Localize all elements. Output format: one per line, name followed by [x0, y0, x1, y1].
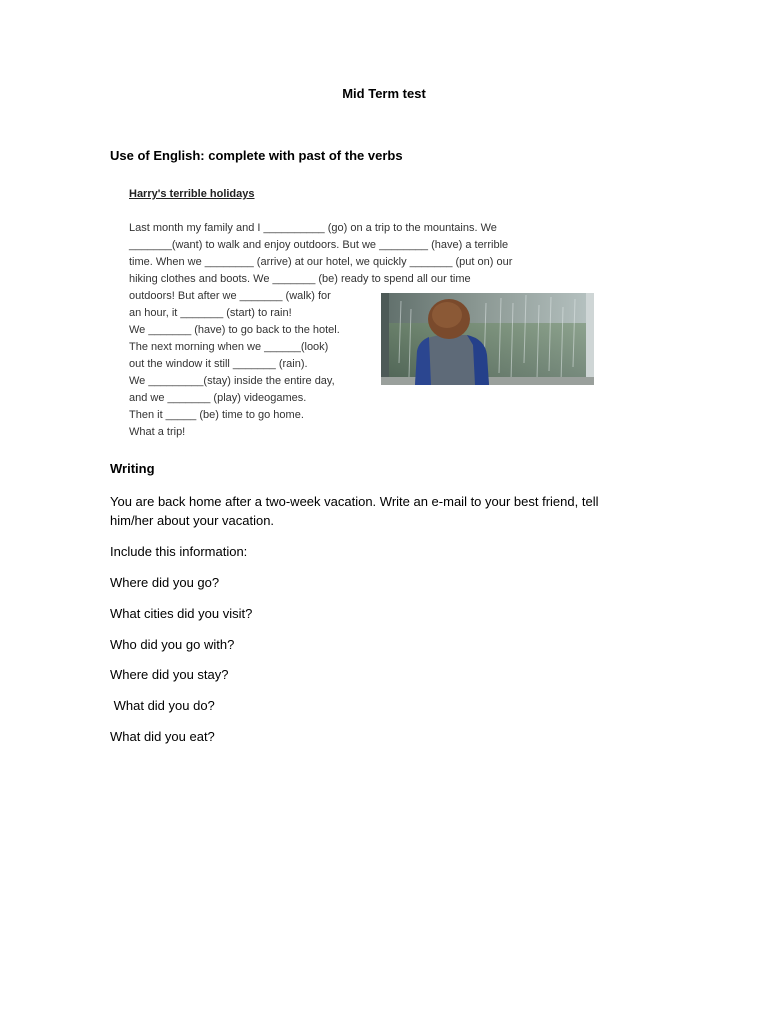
question-item: What did you eat? — [110, 729, 215, 744]
question-item: What cities did you visit? — [110, 606, 253, 621]
exercise-line: an hour, it _______ (start) to rain! — [129, 307, 292, 319]
exercise-line: _______(want) to walk and enjoy outdoors. But we ________ (have) a terrible — [129, 239, 509, 251]
exercise-line: and we _______ (play) videogames. — [129, 392, 307, 404]
question-item: What did you do? — [110, 698, 215, 713]
exercise-line: out the window it still _______ (rain). — [129, 358, 308, 370]
exercise-line: Then it _____ (be) time to go home. — [129, 409, 304, 421]
question-item: Where did you go? — [110, 575, 220, 590]
exercise-line: We _______ (have) to go back to the hotel. — [129, 324, 340, 336]
writing-heading: Writing — [110, 461, 155, 476]
writing-prompt: You are back home after a two-week vacation. Write an e-mail to your best friend, tell him/her about your vacation. — [110, 494, 599, 528]
exercise-line: Last month my family and I __________ (go) on a trip to the mountains. We — [129, 222, 497, 234]
page-title: Mid Term test — [342, 86, 426, 101]
question-item: Who did you go with? — [110, 637, 235, 652]
exercise-line: We _________(stay) inside the entire day, — [129, 375, 335, 387]
exercise-line: hiking clothes and boots. We _______ (be) ready to spend all our time — [129, 273, 471, 285]
question-item: Where did you stay? — [110, 667, 229, 682]
exercise-title: Harry's terrible holidays — [129, 188, 255, 200]
include-label: Include this information: — [110, 544, 248, 559]
rainy-window-photo — [381, 293, 594, 385]
use-of-english-heading: Use of English: complete with past of the verbs — [110, 148, 403, 163]
exercise-line: outdoors! But after we _______ (walk) for — [129, 290, 331, 302]
exercise-line: The next morning when we ______(look) — [129, 341, 329, 353]
exercise-line: What a trip! — [129, 426, 186, 438]
exercise-line: time. When we ________ (arrive) at our hotel, we quickly _______ (put on) our — [129, 256, 513, 268]
